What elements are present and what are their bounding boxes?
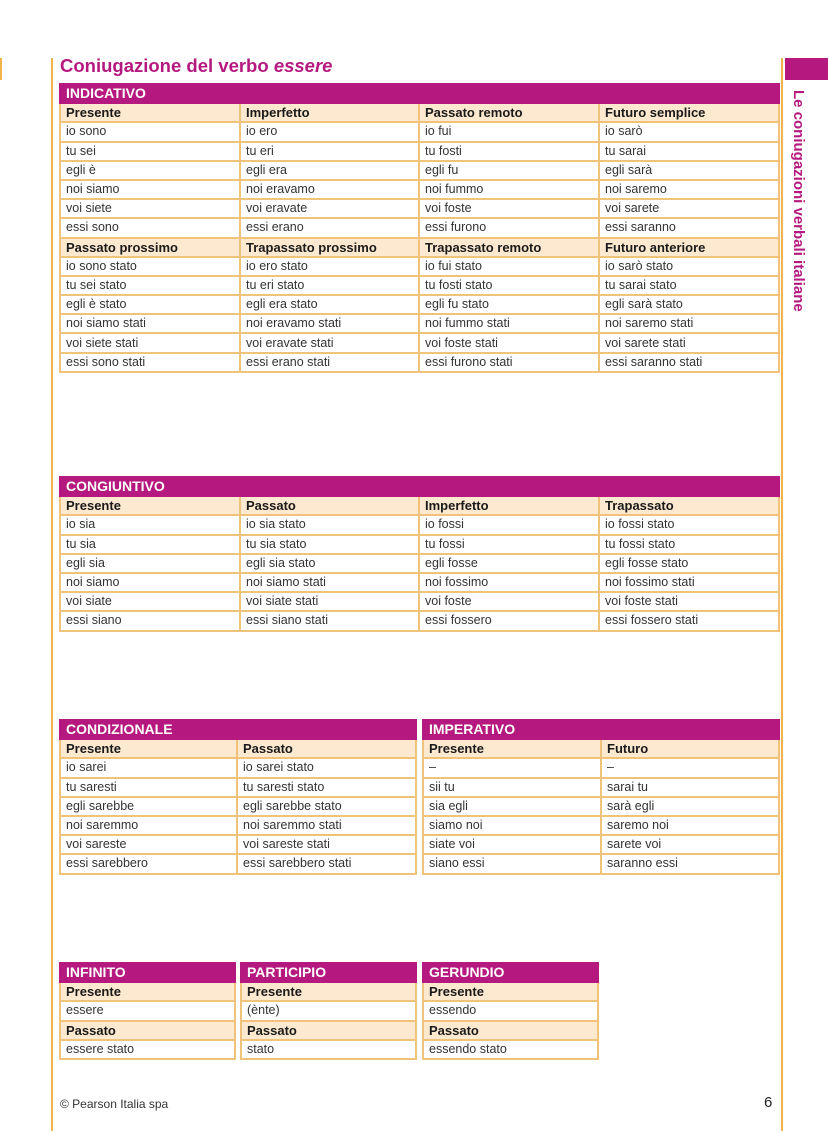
table-cell: voi foste stati	[599, 592, 779, 611]
column-header: Passato	[241, 1021, 416, 1040]
table-cell: tu eri	[240, 142, 419, 161]
table-cell: tu fosti	[419, 142, 599, 161]
table-cell: siano essi	[423, 854, 601, 873]
column-header: Trapassato	[599, 496, 779, 515]
table-cell: noi saremmo stati	[237, 816, 416, 835]
table-cell: noi siamo	[60, 180, 240, 199]
table-cell: egli sarebbe	[60, 797, 237, 816]
indicativo-table	[59, 83, 780, 373]
copyright: © Pearson Italia spa	[60, 1097, 169, 1111]
column-header: Presente	[60, 982, 235, 1001]
table-cell: noi eravamo	[240, 180, 419, 199]
table-cell: noi siamo	[60, 573, 240, 592]
table-cell: tu fossi	[419, 535, 599, 554]
side-tab	[785, 58, 828, 80]
table-cell: essi fossero stati	[599, 611, 779, 630]
column-header: Presente	[60, 496, 240, 515]
section-title-gerundio: GERUNDIO	[423, 963, 598, 982]
participio-table	[240, 962, 417, 1060]
table-cell: sia egli	[423, 797, 601, 816]
table-cell: noi fummo	[419, 180, 599, 199]
table-cell: voi foste	[419, 199, 599, 218]
table-cell: voi siate	[60, 592, 240, 611]
table-cell: voi sareste	[60, 835, 237, 854]
table-cell: essi sarebbero	[60, 854, 237, 873]
table-cell: io fui stato	[419, 257, 599, 276]
page-number: 6	[764, 1094, 773, 1111]
section-title-indicativo: INDICATIVO	[60, 84, 779, 103]
column-header: Imperfetto	[240, 103, 419, 122]
table-cell: egli sia stato	[240, 554, 419, 573]
table-cell: noi fossimo	[419, 573, 599, 592]
table-cell: saranno essi	[601, 854, 779, 873]
column-header: Futuro anteriore	[599, 238, 779, 257]
table-cell: essi sono stati	[60, 353, 240, 372]
table-cell: voi siete stati	[60, 333, 240, 352]
table-cell: noi siamo stati	[240, 573, 419, 592]
column-header: Futuro semplice	[599, 103, 779, 122]
table-cell: noi siamo stati	[60, 314, 240, 333]
table-cell: egli era stato	[240, 295, 419, 314]
table-cell: essere	[60, 1001, 235, 1020]
table-cell: io sono	[60, 122, 240, 141]
table-cell: sarete voi	[601, 835, 779, 854]
table-cell: stato	[241, 1040, 416, 1059]
column-header: Imperfetto	[419, 496, 599, 515]
table-cell: tu sei	[60, 142, 240, 161]
table-cell: tu sia	[60, 535, 240, 554]
table-cell: tu fossi stato	[599, 535, 779, 554]
table-cell: siate voi	[423, 835, 601, 854]
column-header: Passato	[240, 496, 419, 515]
right-margin-rule	[781, 58, 783, 1131]
table-cell: tu saresti stato	[237, 778, 416, 797]
table-cell: egli fu	[419, 161, 599, 180]
table-cell: noi saremo stati	[599, 314, 779, 333]
section-title-imperativo: IMPERATIVO	[423, 720, 779, 739]
table-cell: essi furono stati	[419, 353, 599, 372]
column-header: Presente	[60, 739, 237, 758]
table-cell: voi eravate stati	[240, 333, 419, 352]
table-cell: egli sarà	[599, 161, 779, 180]
table-cell: io sarò	[599, 122, 779, 141]
page-title-verb: essere	[273, 55, 333, 76]
table-cell: egli sarà stato	[599, 295, 779, 314]
table-cell: io fui	[419, 122, 599, 141]
side-title: Le coniugazioni verbali italiane	[790, 90, 807, 312]
column-header: Trapassato prossimo	[240, 238, 419, 257]
table-cell: io sia stato	[240, 515, 419, 534]
table-cell: tu sia stato	[240, 535, 419, 554]
table-cell: voi siete	[60, 199, 240, 218]
table-cell: io fossi stato	[599, 515, 779, 534]
table-cell: essi saranno stati	[599, 353, 779, 372]
column-header: Trapassato remoto	[419, 238, 599, 257]
table-cell: voi siate stati	[240, 592, 419, 611]
table-cell: tu sarai stato	[599, 276, 779, 295]
table-cell: essi siano	[60, 611, 240, 630]
table-cell: tu sei stato	[60, 276, 240, 295]
table-cell: noi saremmo	[60, 816, 237, 835]
table-cell: essi erano	[240, 218, 419, 237]
table-cell: egli fosse stato	[599, 554, 779, 573]
column-header: Passato	[423, 1021, 598, 1040]
table-cell: voi eravate	[240, 199, 419, 218]
column-header: Passato prossimo	[60, 238, 240, 257]
section-title-participio: PARTICIPIO	[241, 963, 416, 982]
table-cell: egli fu stato	[419, 295, 599, 314]
section-title-infinito: INFINITO	[60, 963, 235, 982]
table-cell: (ènte)	[241, 1001, 416, 1020]
table-cell: egli fosse	[419, 554, 599, 573]
table-cell: noi eravamo stati	[240, 314, 419, 333]
table-cell: essendo	[423, 1001, 598, 1020]
table-cell: voi foste	[419, 592, 599, 611]
gerundio-table	[422, 962, 599, 1060]
page-title-prefix: Coniugazione del verbo	[60, 55, 269, 76]
column-header: Futuro	[601, 739, 779, 758]
table-cell: egli era	[240, 161, 419, 180]
condizionale-table	[59, 719, 417, 875]
table-cell: voi sareste stati	[237, 835, 416, 854]
table-cell: noi fummo stati	[419, 314, 599, 333]
column-header: Presente	[423, 739, 601, 758]
column-header: Passato	[60, 1021, 235, 1040]
table-cell: essendo stato	[423, 1040, 598, 1059]
table-cell: io fossi	[419, 515, 599, 534]
table-cell: io sono stato	[60, 257, 240, 276]
table-cell: –	[423, 758, 601, 777]
table-cell: essi furono	[419, 218, 599, 237]
table-cell: egli sia	[60, 554, 240, 573]
table-cell: io sarei stato	[237, 758, 416, 777]
infinito-table	[59, 962, 236, 1060]
table-cell: io ero	[240, 122, 419, 141]
table-cell: siamo noi	[423, 816, 601, 835]
table-cell: sarà egli	[601, 797, 779, 816]
table-cell: egli sarebbe stato	[237, 797, 416, 816]
section-title-congiuntivo: CONGIUNTIVO	[60, 477, 779, 496]
congiuntivo-table	[59, 476, 780, 632]
table-cell: tu sarai	[599, 142, 779, 161]
table-cell: essi siano stati	[240, 611, 419, 630]
table-cell: tu saresti	[60, 778, 237, 797]
column-header: Passato	[237, 739, 416, 758]
table-cell: tu eri stato	[240, 276, 419, 295]
column-header: Passato remoto	[419, 103, 599, 122]
table-cell: tu fosti stato	[419, 276, 599, 295]
table-cell: essi sarebbero stati	[237, 854, 416, 873]
table-cell: egli è stato	[60, 295, 240, 314]
column-header: Presente	[423, 982, 598, 1001]
table-cell: essi saranno	[599, 218, 779, 237]
table-cell: essi erano stati	[240, 353, 419, 372]
imperativo-table	[422, 719, 780, 875]
column-header: Presente	[60, 103, 240, 122]
table-cell: egli è	[60, 161, 240, 180]
table-cell: saremo noi	[601, 816, 779, 835]
table-cell: essi sono	[60, 218, 240, 237]
table-cell: sii tu	[423, 778, 601, 797]
table-cell: –	[601, 758, 779, 777]
table-cell: sarai tu	[601, 778, 779, 797]
table-cell: voi foste stati	[419, 333, 599, 352]
page-title	[60, 55, 332, 77]
table-cell: io ero stato	[240, 257, 419, 276]
table-cell: noi fossimo stati	[599, 573, 779, 592]
table-cell: essi fossero	[419, 611, 599, 630]
table-cell: voi sarete	[599, 199, 779, 218]
table-cell: io sarò stato	[599, 257, 779, 276]
corner-mark	[0, 58, 2, 80]
table-cell: io sia	[60, 515, 240, 534]
column-header: Presente	[241, 982, 416, 1001]
section-title-condizionale: CONDIZIONALE	[60, 720, 416, 739]
table-cell: io sarei	[60, 758, 237, 777]
left-margin-rule	[51, 58, 53, 1131]
table-cell: noi saremo	[599, 180, 779, 199]
table-cell: voi sarete stati	[599, 333, 779, 352]
table-cell: essere stato	[60, 1040, 235, 1059]
